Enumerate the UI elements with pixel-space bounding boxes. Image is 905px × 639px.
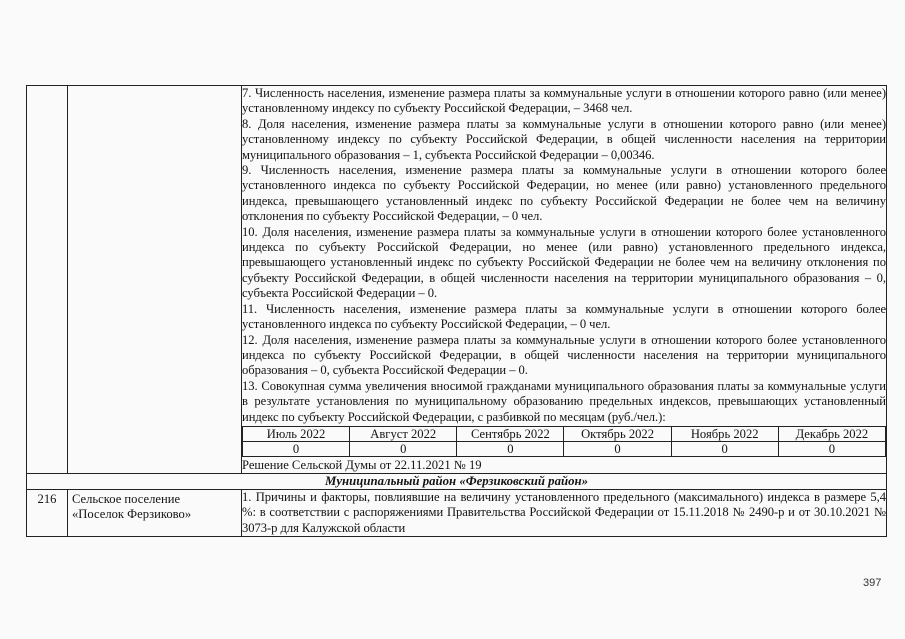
row-number: 216 [27,489,68,536]
row-content-cell [242,86,887,474]
decision-reference: Решение Сельской Думы от 22.11.2021 № 19 [242,457,482,472]
month-value: 0 [457,441,564,456]
month-header: Июль 2022 [243,426,350,441]
regulation-table [26,85,887,537]
month-header: Сентябрь 2022 [457,426,564,441]
row-content-cell [242,489,887,536]
section-header-row [27,473,887,489]
table-row [27,489,887,536]
municipality-name-line-2: «Поселок Ферзиково» [72,506,192,521]
reasons-paragraph: 1. Причины и факторы, повлиявшие на величину установленного предельного (максимального) индекса в размере 5,4 %: в соответствии с распоряжениями Правительства Российской Федерации от 15.11.2018 № 2490-р и от 30.10.2021 № 3073-р для Калужской области [242,489,886,535]
monthly-header-row [243,426,886,441]
monthly-value-row [243,441,886,456]
month-value: 0 [243,441,350,456]
municipality-name [68,489,242,536]
paragraph-9: 9. Численность населения, изменение размера платы за коммунальные услуги в отношении которого более установленного индекса по субъекту Российской Федерации, но менее (или равно) установленного предельного индекса, превышающего установленный индекс по субъекту Российской Федерации не более чем на величину отклонения по субъекту Российской Федерации, – 0 чел. [242,163,886,224]
month-value: 0 [671,441,778,456]
paragraph-12: 12. Доля населения, изменение размера платы за коммунальные услуги в отношении которого более установленного индекса по субъекту Российской Федерации, в общей численности населения на территории муниципального образования – 0, субъекта Российской Федерации – 0. [242,332,886,378]
monthly-table [242,426,886,457]
paragraph-7: 7. Численность населения, изменение размера платы за коммунальные услуги в отношении которого равно (или менее) установленному индексу по субъекту Российской Федерации, – 3468 чел. [242,86,886,116]
row-name-cell [68,86,242,474]
paragraph-13: 13. Совокупная сумма увеличения вносимой гражданами муниципального образования платы за коммунальные услуги в результате установления по муниципальному образованию предельных индексов, превышающих установленный индекс по субъекту Российской Федерации, с разбивкой по месяцам (руб./чел.): [242,378,886,424]
paragraph-11: 11. Численность населения, изменение размера платы за коммунальные услуги в отношении которого более установленного индекса по субъекту Российской Федерации, – 0 чел. [242,301,886,332]
month-header: Август 2022 [350,426,457,441]
page-number: 397 [863,577,882,589]
month-header: Октябрь 2022 [564,426,671,441]
table-row [27,86,887,474]
month-header: Декабрь 2022 [778,426,885,441]
month-value: 0 [564,441,671,456]
section-header: Муниципальный район «Ферзиковский район» [27,473,887,489]
month-value: 0 [350,441,457,456]
paragraph-8: 8. Доля населения, изменение размера платы за коммунальные услуги в отношении которого равно (или менее) установленному индексу по субъекту Российской Федерации, в общей численности населения на территории муниципального образования – 1, субъекта Российской Федерации – 0,00346. [242,116,886,162]
row-number-cell [27,86,68,474]
month-value: 0 [778,441,885,456]
month-header: Ноябрь 2022 [671,426,778,441]
municipality-name-line-1: Сельское поселение [72,491,181,506]
paragraph-10: 10. Доля населения, изменение размера платы за коммунальные услуги в отношении которого более установленного индекса по субъекту Российской Федерации, но менее (или равно) установленного предельного индекса, превышающего установленный индекс по субъекту Российской Федерации не более чем на величину отклонения по субъекту Российской Федерации, в общей численности населения на территории муниципального образования – 0, субъекта Российской Федерации – 0. [242,224,886,301]
